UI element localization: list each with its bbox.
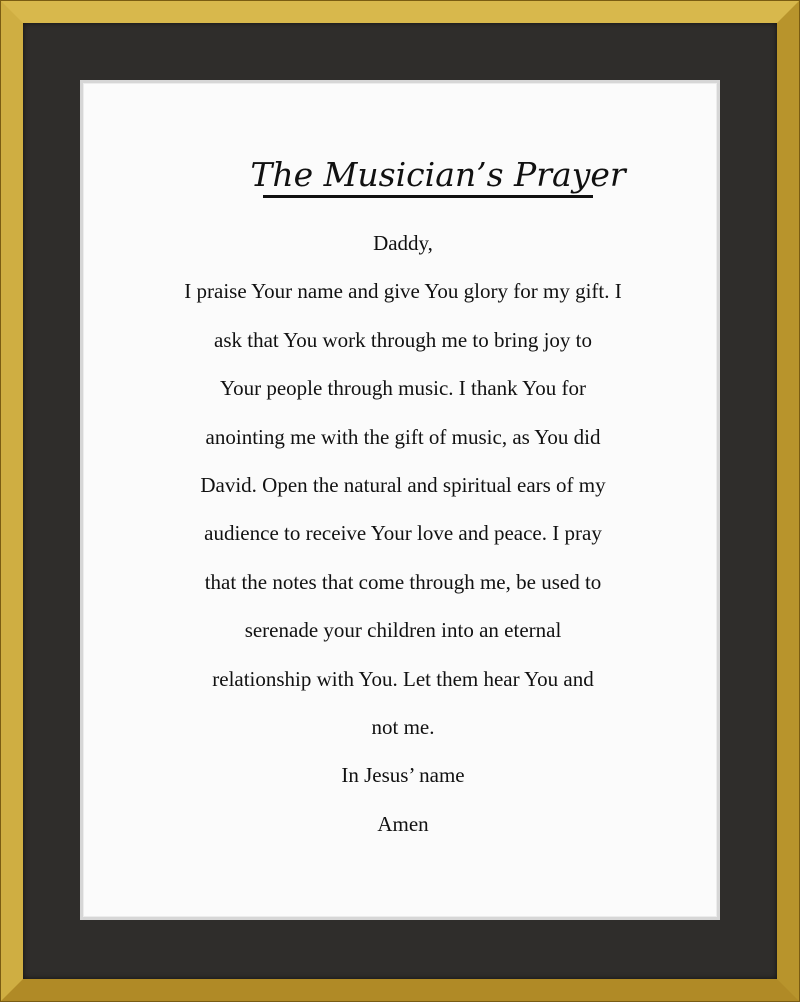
prayer-line: anointing me with the gift of music, as You did xyxy=(205,424,601,449)
prayer-line: Your people through music. I thank You for xyxy=(220,376,586,401)
prayer-line: serenade your children into an eternal xyxy=(244,618,562,643)
prayer-line: relationship with You. Let them hear You and xyxy=(212,666,594,691)
prayer-line: that the notes that come through me, be used to xyxy=(204,569,602,594)
prayer-line: not me. xyxy=(371,714,435,739)
prayer-line: I praise Your name and give You glory for my gift. I xyxy=(184,279,622,304)
prayer-paper xyxy=(80,80,720,920)
prayer-text xyxy=(83,220,723,848)
prayer-line: audience to receive Your love and peace. I pray xyxy=(204,521,602,546)
prayer-title: The Musician’s Prayer xyxy=(250,155,626,194)
prayer-salutation: Daddy, xyxy=(373,231,433,255)
prayer-signoff: Amen xyxy=(377,811,429,836)
title-underline xyxy=(263,195,593,198)
prayer-line: David. Open the natural and spiritual ears of my xyxy=(200,472,606,497)
prayer-line: ask that You work through me to bring joy to xyxy=(214,327,592,352)
prayer-closing: In Jesus’ name xyxy=(341,763,465,788)
